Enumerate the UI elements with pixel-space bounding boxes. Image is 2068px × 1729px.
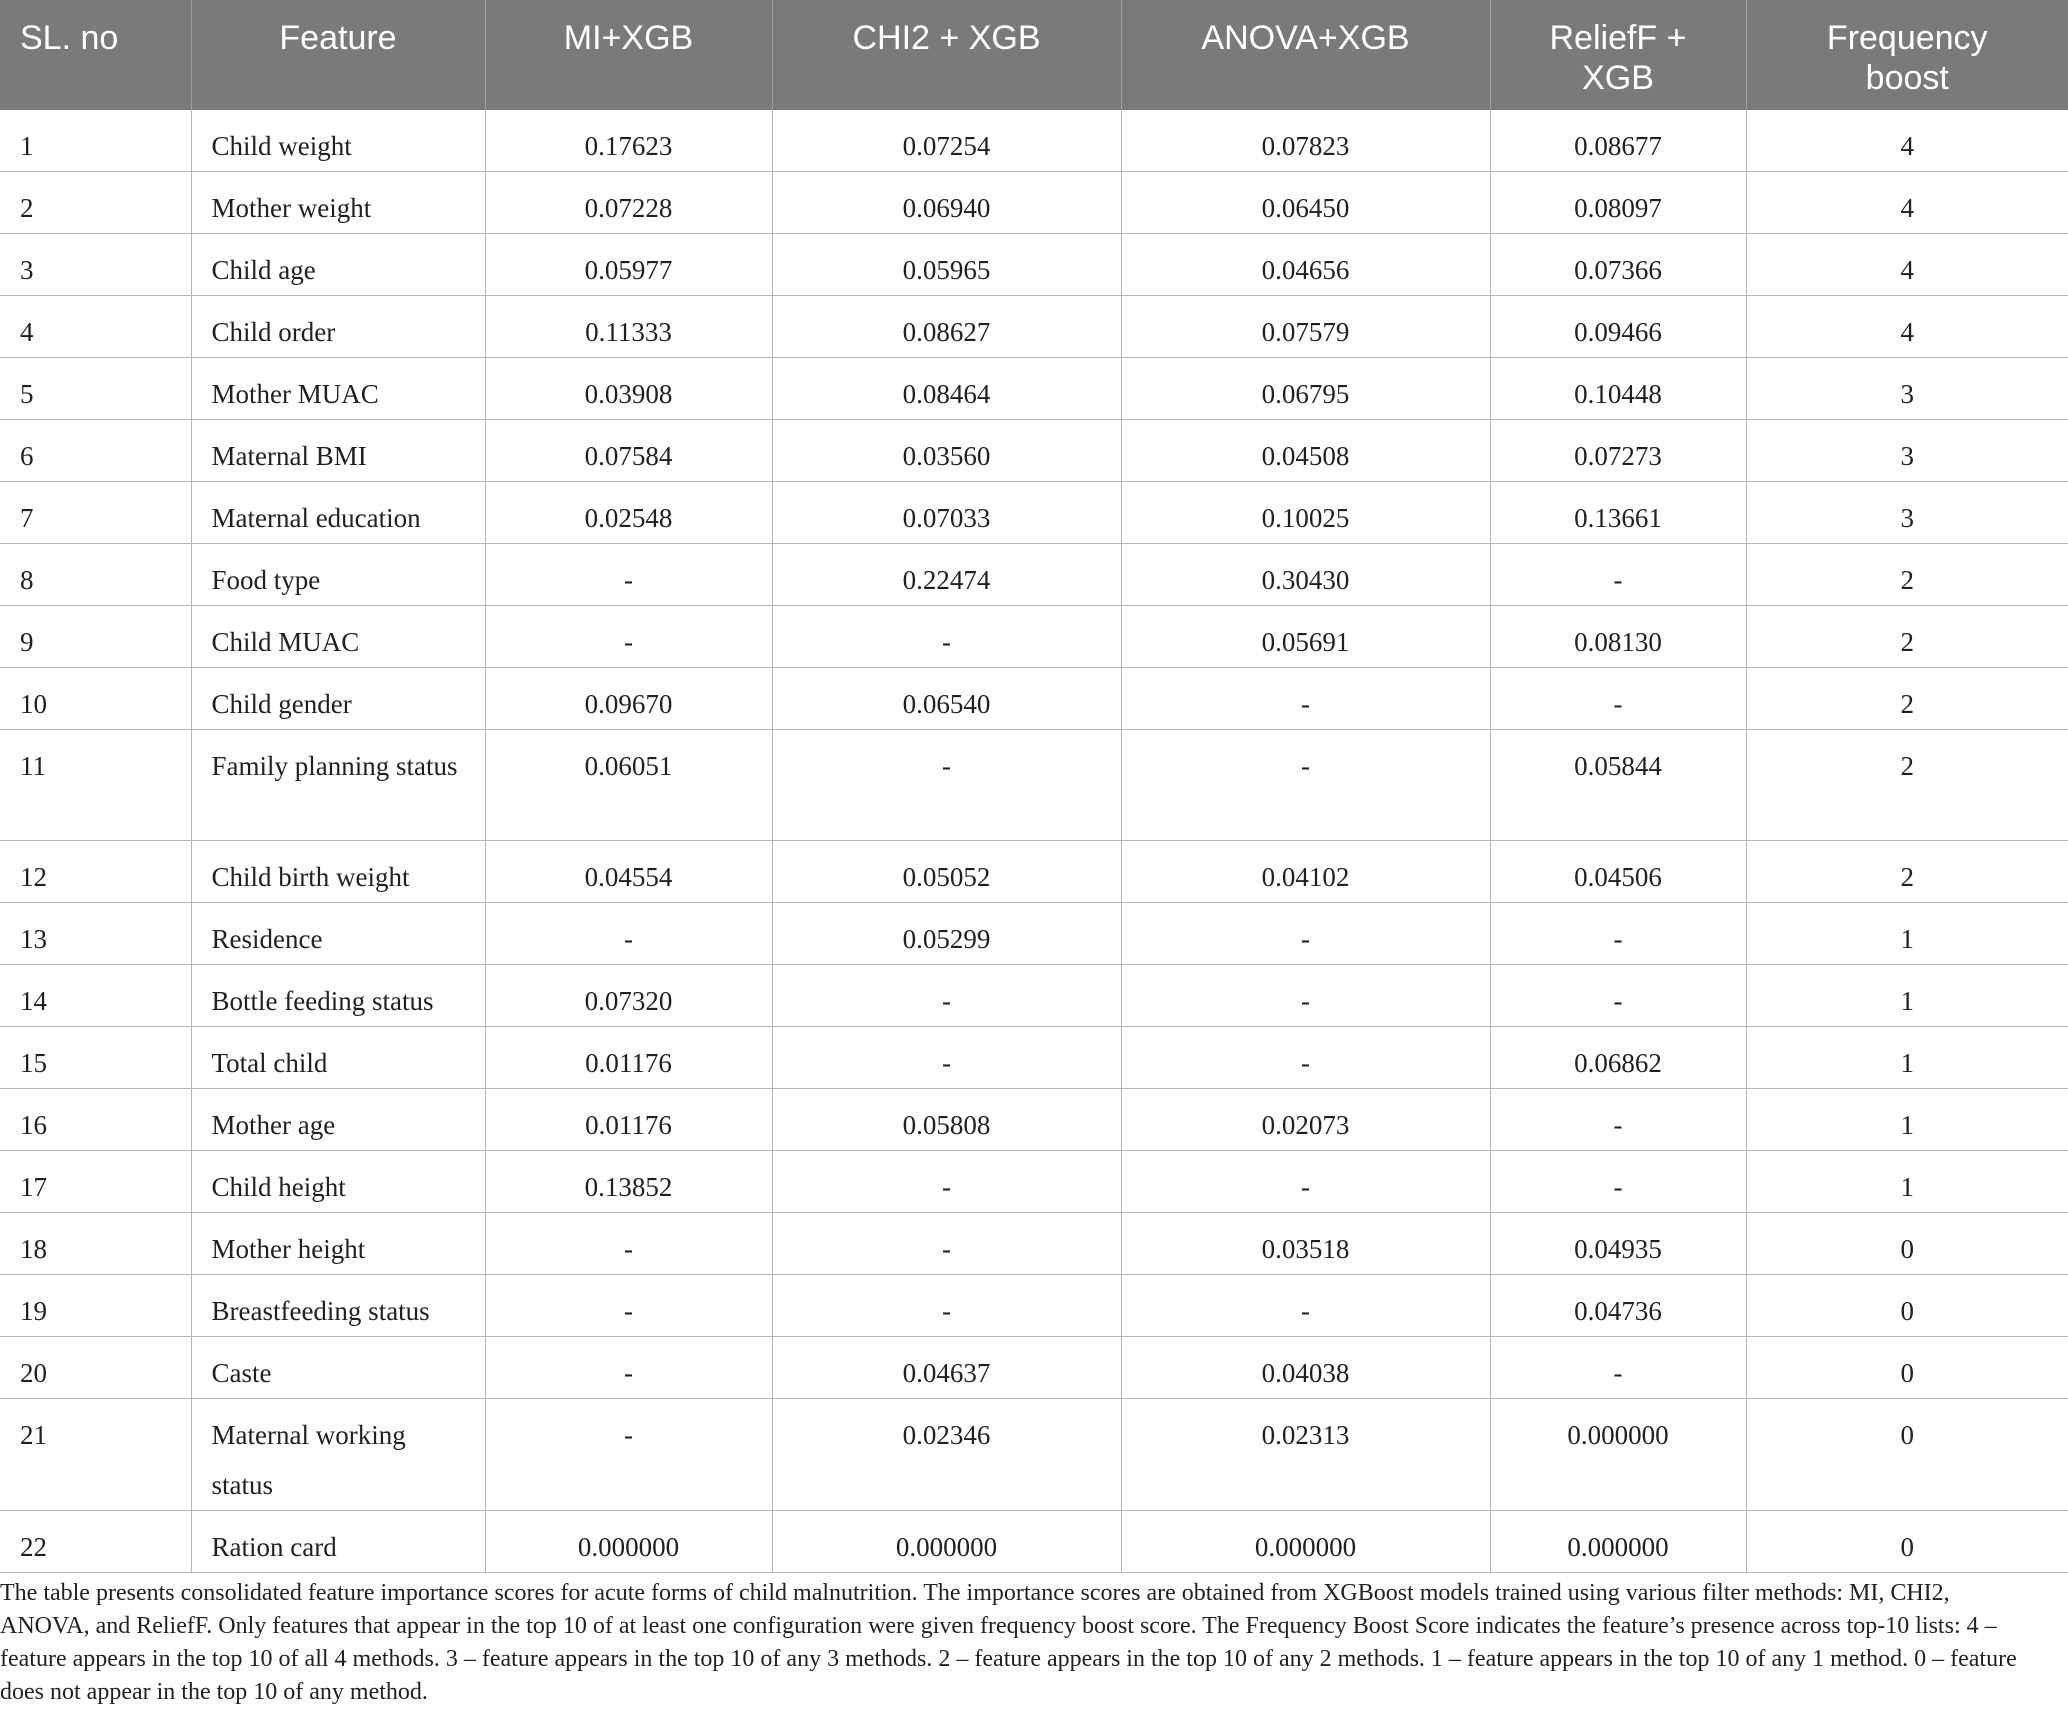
header-label: ANOVA+XGB — [1201, 19, 1410, 57]
header-label: boost — [1865, 59, 1949, 97]
table-row — [0, 1511, 2068, 1573]
mi-xgb-cell: - — [485, 1213, 772, 1275]
relieff-xgb-cell: 0.04935 — [1490, 1213, 1746, 1275]
anova-xgb-cell: 0.02313 — [1121, 1399, 1490, 1511]
mi-xgb-cell: 0.07584 — [485, 420, 772, 482]
chi2-xgb-cell: 0.05808 — [772, 1089, 1121, 1151]
anova-xgb-cell: 0.30430 — [1121, 544, 1490, 606]
relieff-xgb-cell: 0.07273 — [1490, 420, 1746, 482]
anova-xgb-cell: 0.07823 — [1121, 110, 1490, 172]
header-mi-xgb — [485, 0, 772, 110]
relieff-xgb-cell: 0.10448 — [1490, 358, 1746, 420]
anova-xgb-cell: - — [1121, 1275, 1490, 1337]
sl-no-cell: 18 — [0, 1213, 191, 1275]
sl-no-cell: 5 — [0, 358, 191, 420]
chi2-xgb-cell: - — [772, 730, 1121, 841]
frequency-boost-cell: 4 — [1746, 110, 2068, 172]
sl-no-cell: 6 — [0, 420, 191, 482]
feature-cell: Mother height — [191, 1213, 485, 1275]
table-row — [0, 172, 2068, 234]
anova-xgb-cell: 0.06795 — [1121, 358, 1490, 420]
sl-no-cell: 21 — [0, 1399, 191, 1511]
sl-no-cell: 10 — [0, 668, 191, 730]
anova-xgb-cell: 0.04656 — [1121, 234, 1490, 296]
table-row — [0, 668, 2068, 730]
chi2-xgb-cell: 0.08464 — [772, 358, 1121, 420]
sl-no-cell: 17 — [0, 1151, 191, 1213]
relieff-xgb-cell: 0.08677 — [1490, 110, 1746, 172]
relieff-xgb-cell: 0.000000 — [1490, 1511, 1746, 1573]
mi-xgb-cell: 0.06051 — [485, 730, 772, 841]
anova-xgb-cell: - — [1121, 668, 1490, 730]
frequency-boost-cell: 2 — [1746, 730, 2068, 841]
header-label: XGB — [1582, 59, 1654, 97]
sl-no-cell: 15 — [0, 1027, 191, 1089]
header-label: CHI2 + XGB — [852, 19, 1041, 57]
table-header — [0, 0, 2068, 110]
anova-xgb-cell: - — [1121, 1027, 1490, 1089]
frequency-boost-cell: 4 — [1746, 234, 2068, 296]
table-row — [0, 110, 2068, 172]
feature-cell: Mother weight — [191, 172, 485, 234]
sl-no-cell: 19 — [0, 1275, 191, 1337]
feature-cell: Child height — [191, 1151, 485, 1213]
frequency-boost-cell: 1 — [1746, 1027, 2068, 1089]
sl-no-cell: 9 — [0, 606, 191, 668]
frequency-boost-cell: 0 — [1746, 1399, 2068, 1511]
table-row — [0, 841, 2068, 903]
frequency-boost-cell: 2 — [1746, 606, 2068, 668]
frequency-boost-cell: 0 — [1746, 1275, 2068, 1337]
relieff-xgb-cell: - — [1490, 668, 1746, 730]
feature-cell: Child MUAC — [191, 606, 485, 668]
chi2-xgb-cell: 0.06940 — [772, 172, 1121, 234]
chi2-xgb-cell: - — [772, 606, 1121, 668]
sl-no-cell: 13 — [0, 903, 191, 965]
chi2-xgb-cell: 0.02346 — [772, 1399, 1121, 1511]
header-label: MI+XGB — [563, 19, 694, 57]
mi-xgb-cell: 0.01176 — [485, 1089, 772, 1151]
mi-xgb-cell: 0.04554 — [485, 841, 772, 903]
feature-cell: Breastfeeding status — [191, 1275, 485, 1337]
header-anova-xgb — [1121, 0, 1490, 110]
chi2-xgb-cell: 0.07254 — [772, 110, 1121, 172]
header-relieff-xgb — [1490, 0, 1746, 110]
table-row — [0, 965, 2068, 1027]
frequency-boost-cell: 3 — [1746, 482, 2068, 544]
table-row — [0, 1151, 2068, 1213]
table-footnote: The table presents consolidated feature importance scores for acute forms of child malnutrition. The importance scores are obtained from XGBoost models trained using various filter methods: MI, CHI2, ANOVA, and ReliefF. Only features that appear in the top 10 of at least one configuration were given frequency boost score. The Frequency Boost Score indicates the feature’s presence across top-10 lists: 4 – feature appears in the top 10 of all 4 methods. 3 – feature appears in the top 10 of any 3 methods. 2 – feature appears in the top 10 of any 2 methods. 1 – feature appears in the top 10 of any 1 method. 0 – feature does not appear in the top 10 of any method. — [0, 1580, 2017, 1705]
header-chi2-xgb — [772, 0, 1121, 110]
table-body — [0, 110, 2068, 1573]
frequency-boost-cell: 0 — [1746, 1511, 2068, 1573]
chi2-xgb-cell: 0.08627 — [772, 296, 1121, 358]
mi-xgb-cell: - — [485, 903, 772, 965]
relieff-xgb-cell: 0.13661 — [1490, 482, 1746, 544]
feature-cell: Child weight — [191, 110, 485, 172]
relieff-xgb-cell: - — [1490, 903, 1746, 965]
relieff-xgb-cell: 0.06862 — [1490, 1027, 1746, 1089]
sl-no-cell: 20 — [0, 1337, 191, 1399]
table-row — [0, 903, 2068, 965]
feature-cell: Residence — [191, 903, 485, 965]
relieff-xgb-cell: - — [1490, 544, 1746, 606]
table-row — [0, 1399, 2068, 1511]
anova-xgb-cell: - — [1121, 903, 1490, 965]
frequency-boost-cell: 1 — [1746, 1151, 2068, 1213]
table-row — [0, 544, 2068, 606]
chi2-xgb-cell: 0.05299 — [772, 903, 1121, 965]
relieff-xgb-cell: 0.08130 — [1490, 606, 1746, 668]
relieff-xgb-cell: - — [1490, 1151, 1746, 1213]
header-label: Feature — [279, 19, 397, 57]
table-row — [0, 296, 2068, 358]
mi-xgb-cell: 0.02548 — [485, 482, 772, 544]
feature-cell: Child age — [191, 234, 485, 296]
header-label: SL. no — [20, 19, 119, 57]
mi-xgb-cell: 0.11333 — [485, 296, 772, 358]
relieff-xgb-cell: 0.04736 — [1490, 1275, 1746, 1337]
sl-no-cell: 2 — [0, 172, 191, 234]
relieff-xgb-cell: 0.05844 — [1490, 730, 1746, 841]
feature-cell: Ration card — [191, 1511, 485, 1573]
anova-xgb-cell: 0.04102 — [1121, 841, 1490, 903]
mi-xgb-cell: - — [485, 1337, 772, 1399]
table-row — [0, 482, 2068, 544]
frequency-boost-cell: 0 — [1746, 1213, 2068, 1275]
feature-cell: Food type — [191, 544, 485, 606]
relieff-xgb-cell: - — [1490, 1089, 1746, 1151]
header-feature — [191, 0, 485, 110]
anova-xgb-cell: 0.02073 — [1121, 1089, 1490, 1151]
chi2-xgb-cell: 0.07033 — [772, 482, 1121, 544]
mi-xgb-cell: 0.07228 — [485, 172, 772, 234]
table-row — [0, 606, 2068, 668]
frequency-boost-cell: 1 — [1746, 903, 2068, 965]
feature-cell: Maternal BMI — [191, 420, 485, 482]
mi-xgb-cell: 0.17623 — [485, 110, 772, 172]
anova-xgb-cell: 0.04508 — [1121, 420, 1490, 482]
sl-no-cell: 8 — [0, 544, 191, 606]
chi2-xgb-cell: - — [772, 1275, 1121, 1337]
mi-xgb-cell: 0.01176 — [485, 1027, 772, 1089]
mi-xgb-cell: - — [485, 1399, 772, 1511]
sl-no-cell: 4 — [0, 296, 191, 358]
mi-xgb-cell: 0.13852 — [485, 1151, 772, 1213]
chi2-xgb-cell: - — [772, 1151, 1121, 1213]
sl-no-cell: 7 — [0, 482, 191, 544]
table-row — [0, 1213, 2068, 1275]
chi2-xgb-cell: - — [772, 965, 1121, 1027]
relieff-xgb-cell: - — [1490, 965, 1746, 1027]
mi-xgb-cell: - — [485, 1275, 772, 1337]
feature-cell: Child order — [191, 296, 485, 358]
anova-xgb-cell: 0.10025 — [1121, 482, 1490, 544]
table-row — [0, 730, 2068, 841]
table-row — [0, 420, 2068, 482]
table-row — [0, 1275, 2068, 1337]
relieff-xgb-cell: 0.000000 — [1490, 1399, 1746, 1511]
sl-no-cell: 14 — [0, 965, 191, 1027]
chi2-xgb-cell: - — [772, 1213, 1121, 1275]
relieff-xgb-cell: 0.09466 — [1490, 296, 1746, 358]
frequency-boost-cell: 4 — [1746, 296, 2068, 358]
relieff-xgb-cell: 0.07366 — [1490, 234, 1746, 296]
feature-cell: Maternal education — [191, 482, 485, 544]
anova-xgb-cell: 0.03518 — [1121, 1213, 1490, 1275]
mi-xgb-cell: 0.05977 — [485, 234, 772, 296]
header-sl-no — [0, 0, 191, 110]
chi2-xgb-cell: 0.06540 — [772, 668, 1121, 730]
anova-xgb-cell: 0.07579 — [1121, 296, 1490, 358]
chi2-xgb-cell: 0.04637 — [772, 1337, 1121, 1399]
feature-cell: Child birth weight — [191, 841, 485, 903]
feature-cell: Bottle feeding status — [191, 965, 485, 1027]
header-frequency-boost — [1746, 0, 2068, 110]
anova-xgb-cell: - — [1121, 1151, 1490, 1213]
frequency-boost-cell: 0 — [1746, 1337, 2068, 1399]
frequency-boost-cell: 3 — [1746, 358, 2068, 420]
chi2-xgb-cell: 0.05052 — [772, 841, 1121, 903]
frequency-boost-cell: 1 — [1746, 1089, 2068, 1151]
sl-no-cell: 1 — [0, 110, 191, 172]
anova-xgb-cell: 0.05691 — [1121, 606, 1490, 668]
chi2-xgb-cell: - — [772, 1027, 1121, 1089]
table-row — [0, 358, 2068, 420]
sl-no-cell: 16 — [0, 1089, 191, 1151]
table-row — [0, 1089, 2068, 1151]
sl-no-cell: 22 — [0, 1511, 191, 1573]
chi2-xgb-cell: 0.22474 — [772, 544, 1121, 606]
feature-cell: Mother MUAC — [191, 358, 485, 420]
header-label: Frequency — [1826, 19, 1988, 57]
mi-xgb-cell: - — [485, 544, 772, 606]
feature-cell: Caste — [191, 1337, 485, 1399]
sl-no-cell: 3 — [0, 234, 191, 296]
feature-cell: Mother age — [191, 1089, 485, 1151]
frequency-boost-cell: 2 — [1746, 841, 2068, 903]
relieff-xgb-cell: - — [1490, 1337, 1746, 1399]
sl-no-cell: 11 — [0, 730, 191, 841]
mi-xgb-cell: 0.000000 — [485, 1511, 772, 1573]
anova-xgb-cell: 0.000000 — [1121, 1511, 1490, 1573]
chi2-xgb-cell: 0.05965 — [772, 234, 1121, 296]
feature-cell: Total child — [191, 1027, 485, 1089]
anova-xgb-cell: 0.06450 — [1121, 172, 1490, 234]
frequency-boost-cell: 2 — [1746, 544, 2068, 606]
frequency-boost-cell: 1 — [1746, 965, 2068, 1027]
relieff-xgb-cell: 0.08097 — [1490, 172, 1746, 234]
feature-cell: Child gender — [191, 668, 485, 730]
chi2-xgb-cell: 0.000000 — [772, 1511, 1121, 1573]
table-row — [0, 1027, 2068, 1089]
relieff-xgb-cell: 0.04506 — [1490, 841, 1746, 903]
header-label: ReliefF + — [1549, 19, 1687, 57]
header-row — [0, 0, 2068, 110]
sl-no-cell: 12 — [0, 841, 191, 903]
anova-xgb-cell: - — [1121, 965, 1490, 1027]
anova-xgb-cell: - — [1121, 730, 1490, 841]
anova-xgb-cell: 0.04038 — [1121, 1337, 1490, 1399]
mi-xgb-cell: 0.03908 — [485, 358, 772, 420]
frequency-boost-cell: 2 — [1746, 668, 2068, 730]
frequency-boost-cell: 4 — [1746, 172, 2068, 234]
mi-xgb-cell: 0.09670 — [485, 668, 772, 730]
feature-cell: Family planning status — [191, 730, 485, 841]
frequency-boost-cell: 3 — [1746, 420, 2068, 482]
table-row — [0, 1337, 2068, 1399]
mi-xgb-cell: 0.07320 — [485, 965, 772, 1027]
mi-xgb-cell: - — [485, 606, 772, 668]
table-row — [0, 234, 2068, 296]
feature-cell: Maternal working status — [191, 1399, 485, 1511]
chi2-xgb-cell: 0.03560 — [772, 420, 1121, 482]
